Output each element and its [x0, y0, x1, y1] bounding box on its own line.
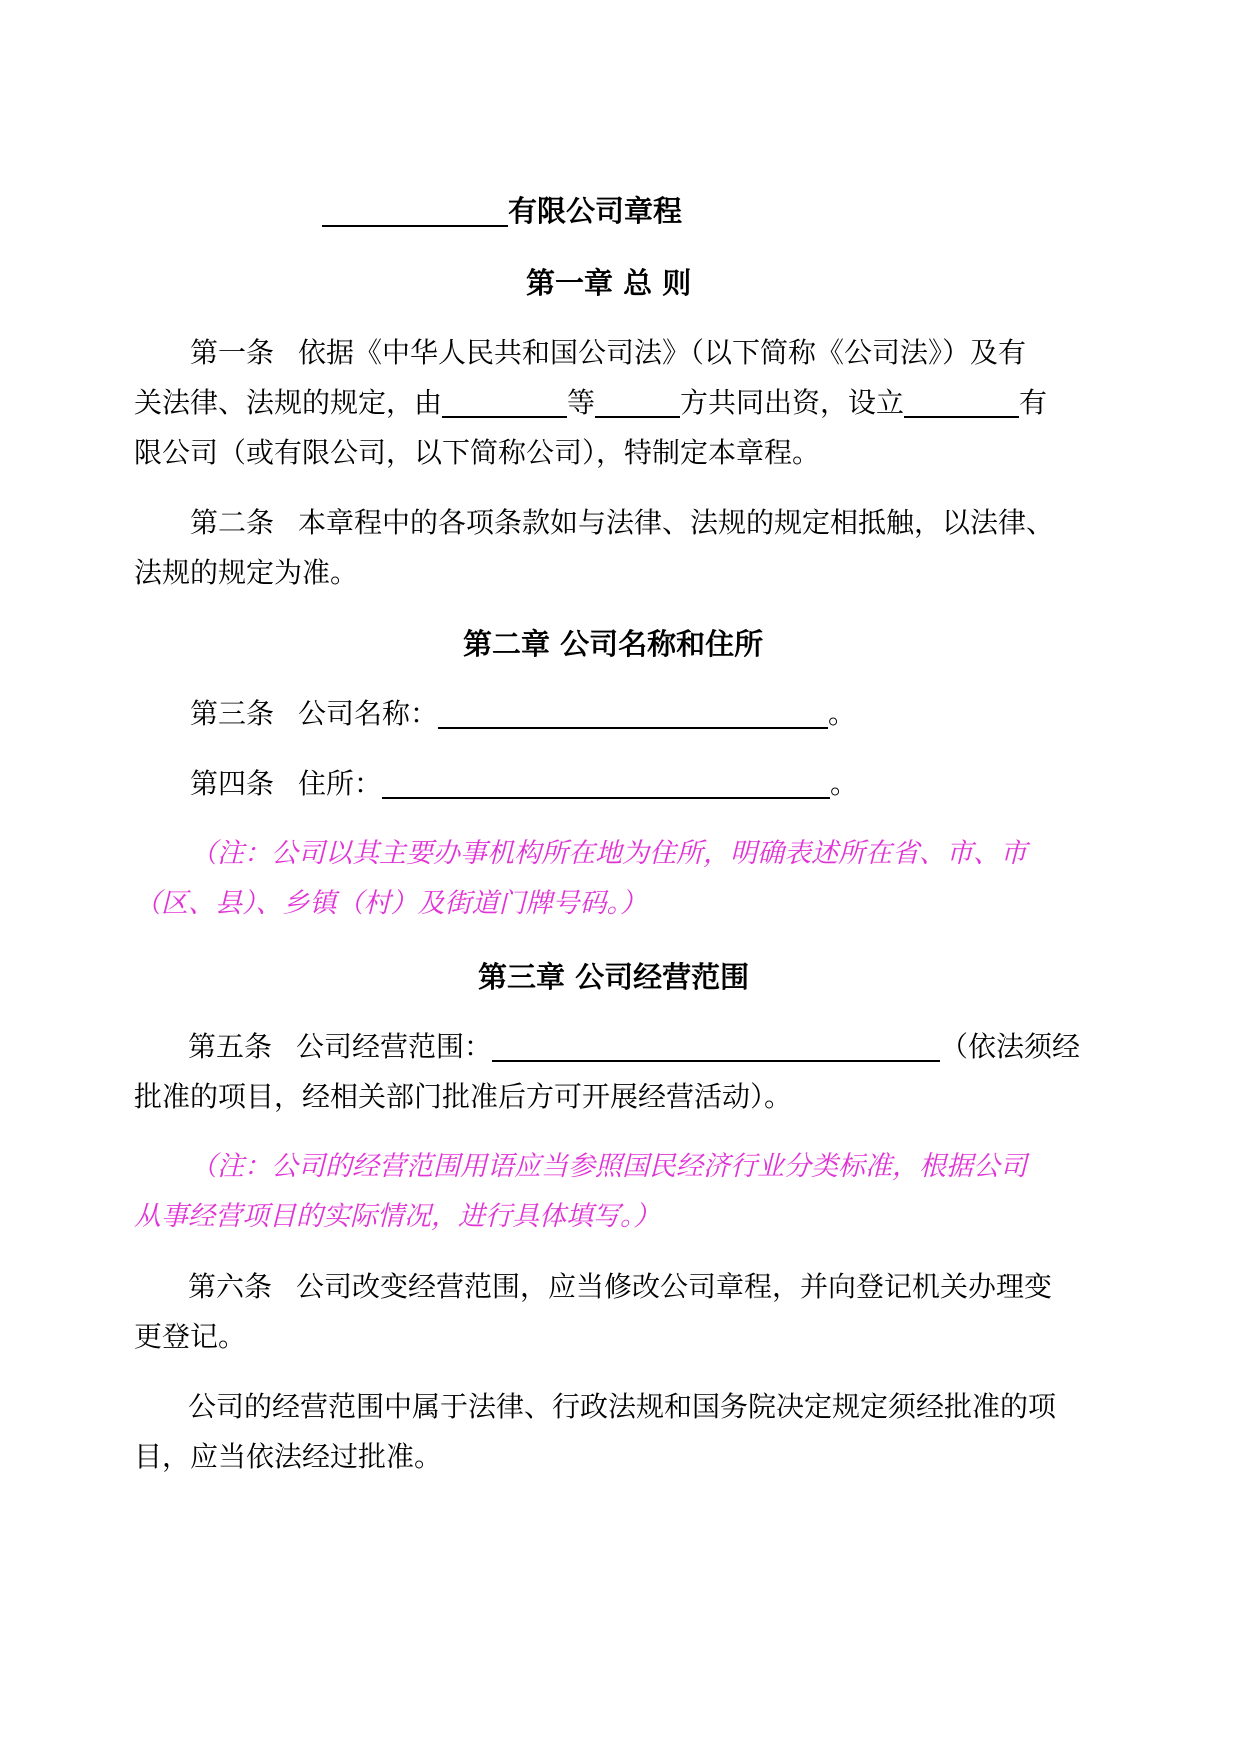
scope-paragraph-line-2: 目，应当依法经过批准。	[134, 1440, 443, 1473]
article-2-line-1: 第二条 本章程中的各项条款如与法律、法规的规定相抵触，以法律、	[190, 506, 1055, 539]
note-1-line-2: （区、县）、乡镇（村）及街道门牌号码。）	[134, 888, 647, 919]
company-name-blank[interactable]	[322, 195, 508, 227]
note-2-line-1: （注：公司的经营范围用语应当参照国民经济行业分类标准，根据公司	[190, 1151, 1027, 1182]
business-scope-field[interactable]	[492, 1030, 940, 1062]
chapter-2-heading: 第二章 公司名称和住所	[463, 627, 764, 661]
article-1-label: 第一条	[190, 336, 275, 369]
article-5-label: 第五条	[188, 1030, 273, 1063]
article-4-label: 第四条	[190, 767, 275, 800]
article-2-label: 第二条	[190, 506, 275, 539]
shareholder-count-blank[interactable]	[595, 386, 680, 418]
chapter-3-heading: 第三章 公司经营范围	[478, 960, 750, 994]
article-1-line-2: 关法律、法规的规定，由 等 方共同出资，设立 有	[134, 386, 1048, 419]
article-5-line-2: 批准的项目，经相关部门批准后方可开展经营活动）。	[134, 1080, 793, 1113]
note-1-line-1: （注：公司以其主要办事机构所在地为住所，明确表述所在省、市、市	[190, 838, 1027, 869]
article-6-label: 第六条	[188, 1270, 273, 1303]
founder-name-blank[interactable]	[442, 386, 567, 418]
article-4-line: 第四条 住所： 。	[190, 767, 859, 800]
article-3-label: 第三条	[190, 697, 275, 730]
scope-paragraph-line-1: 公司的经营范围中属于法律、行政法规和国务院决定规定须经批准的项	[188, 1390, 1057, 1423]
article-1-line-3: 限公司（或有限公司，以下简称公司），特制定本章程。	[134, 436, 821, 469]
article-6-line-2: 更登记。	[134, 1320, 247, 1353]
article-2-line-2: 法规的规定为准。	[134, 556, 359, 589]
article-3-line: 第三条 公司名称： 。	[190, 697, 857, 730]
note-2-line-2: 从事经营项目的实际情况，进行具体填写。）	[134, 1201, 661, 1232]
document-title: 有限公司章程	[322, 191, 682, 231]
article-1-line-1: 第一条 依据《中华人民共和国公司法》（以下简称《公司法》）及有	[190, 336, 1027, 369]
chapter-1-heading: 第一章 总 则	[526, 266, 692, 300]
article-6-line-1: 第六条 公司改变经营范围，应当修改公司章程，并向登记机关办理变	[188, 1270, 1053, 1303]
address-field[interactable]	[382, 767, 830, 799]
company-name-field[interactable]	[438, 697, 828, 729]
article-5-line-1: 第五条 公司经营范围： （依法须经	[188, 1030, 1081, 1063]
company-establish-blank[interactable]	[904, 386, 1019, 418]
